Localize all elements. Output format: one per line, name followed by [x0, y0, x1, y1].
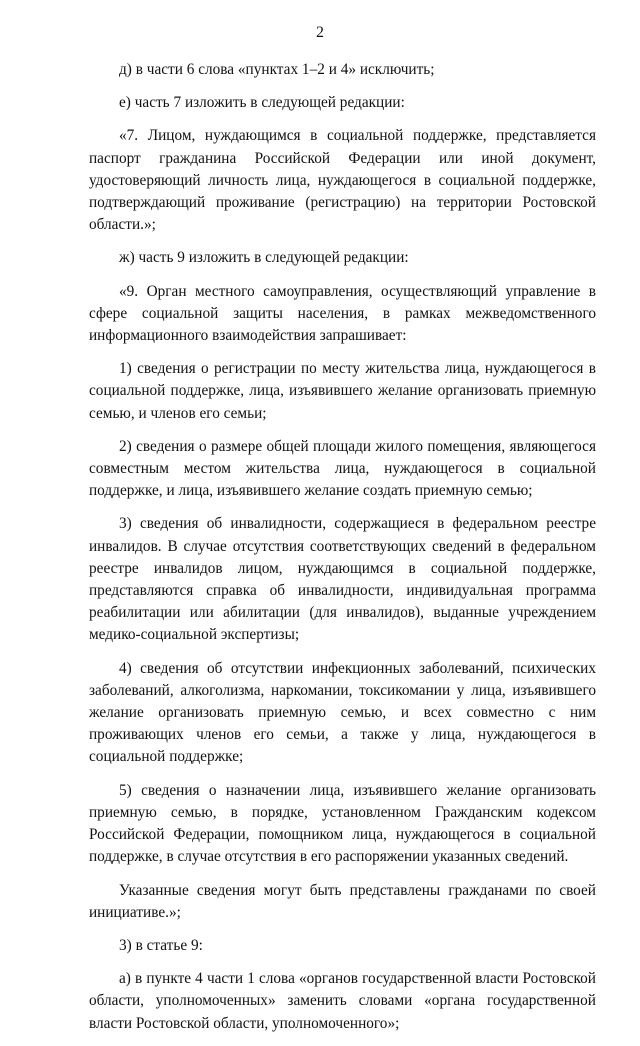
paragraph-a: а) в пункте 4 части 1 слова «органов государственной власти Ростовской области, уполномоченных» заменить словами «органа государственной власти Ростовской области, уполномоченного»;: [89, 970, 596, 1032]
page-number: 2: [316, 24, 324, 41]
paragraph-article-9: 3) в статье 9:: [119, 936, 203, 954]
paragraph-part-9-intro: «9. Орган местного самоуправления, осуществляющий управление в сфере социальной защиты населения, в рамках межведомственного информационного взаимодействия запрашивает:: [89, 282, 596, 345]
paragraph-d: д) в части 6 слова «пунктах 1–2 и 4» исключить;: [119, 61, 435, 78]
paragraph-initiative: Указанные сведения могут быть представлены гражданами по своей инициативе.»;: [89, 881, 596, 921]
list-item-5: 5) сведения о назначении лица, изъявившего желание организовать приемную семью, в порядке, установленном Гражданским кодексом Российской Федерации, помощником лица, нуждающегося в социальной поддержке, в случае отсутствия в его распоряжении указанных сведений.: [89, 781, 596, 866]
paragraph-e: е) часть 7 изложить в следующей редакции:: [119, 94, 405, 112]
list-item-3: 3) сведения об инвалидности, содержащиеся в федеральном реестре инвалидов. В случае отсутствия соответствующих сведений в федеральном реестре инвалидов лицом, нуждающимся в социальной поддержке, представляются справка об инвалидности, индивидуальная программа реабилитации или абилитации (для инвалидов), выданные учреждением медико-социальной экспертизы;: [89, 515, 596, 644]
document-body: [89, 59, 596, 1046]
list-item-2: 2) сведения о размере общей площади жилого помещения, являющегося совместным местом жительства лица, нуждающегося в социальной поддержке, и лица, изъявившего желание создать приемную семью;: [89, 437, 596, 500]
paragraph-zh: ж) часть 9 изложить в следующей редакции:: [119, 249, 409, 267]
list-item-1: 1) сведения о регистрации по месту жительства лица, нуждающегося в социальной поддержке, лица, изъявившего желание организовать приемную семью, и членов его семьи;: [89, 360, 596, 422]
paragraph-part-7-text: «7. Лицом, нуждающимся в социальной поддержке, представляется паспорт гражданина Российской Федерации или иной документ, удостоверяющий личность лица, нуждающегося в социальной поддержке, подтверждающий проживание (регистрацию) на территории Ростовской области.»;: [89, 127, 596, 234]
list-item-4: 4) сведения об отсутствии инфекционных заболеваний, психических заболеваний, алкоголизма, наркомании, токсикомании у лица, изъявившего желание организовать приемную семью, и всех совместно с ним проживающих членов его семьи, а также у лица, нуждающегося в социальной поддержке;: [89, 659, 596, 766]
